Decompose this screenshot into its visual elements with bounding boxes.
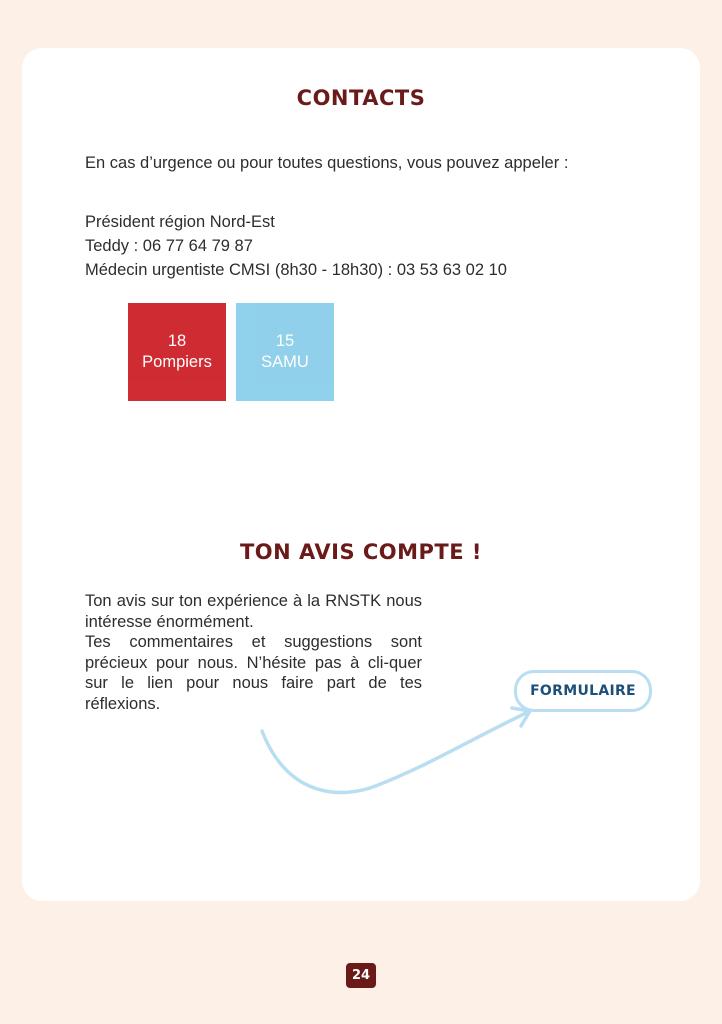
- formulaire-button[interactable]: FORMULAIRE: [514, 670, 652, 712]
- contact-line-doctor: Médecin urgentiste CMSI (8h30 - 18h30) : 03 53 63 02 10: [85, 261, 507, 279]
- contacts-heading: CONTACTS: [296, 86, 426, 110]
- page-number: 24: [346, 963, 376, 988]
- emergency-tile-pompiers: [128, 303, 226, 401]
- page-card: [22, 48, 700, 901]
- tile-label: Pompiers: [142, 353, 212, 371]
- contacts-intro: En cas d’urgence ou pour toutes questions, vous pouvez appeler :: [85, 154, 569, 172]
- tile-number: 15: [275, 332, 295, 350]
- tile-number: 18: [167, 332, 187, 350]
- emergency-tile-samu: [236, 303, 334, 401]
- avis-text: [85, 591, 422, 714]
- contact-info: [85, 210, 507, 282]
- contact-line-phone: Teddy : 06 77 64 79 87: [85, 237, 253, 255]
- tile-label: SAMU: [261, 353, 309, 371]
- avis-paragraph: Tes commentaires et suggestions sont précieux pour nous. N’hésite pas à cli-quer sur le lien pour nous faire part de tes réflexions.: [85, 633, 422, 713]
- contact-line-president: Président région Nord-Est: [85, 213, 275, 231]
- avis-heading: TON AVIS COMPTE !: [239, 540, 482, 564]
- avis-paragraph: Ton avis sur ton expérience à la RNSTK nous intéresse énormément.: [85, 592, 422, 631]
